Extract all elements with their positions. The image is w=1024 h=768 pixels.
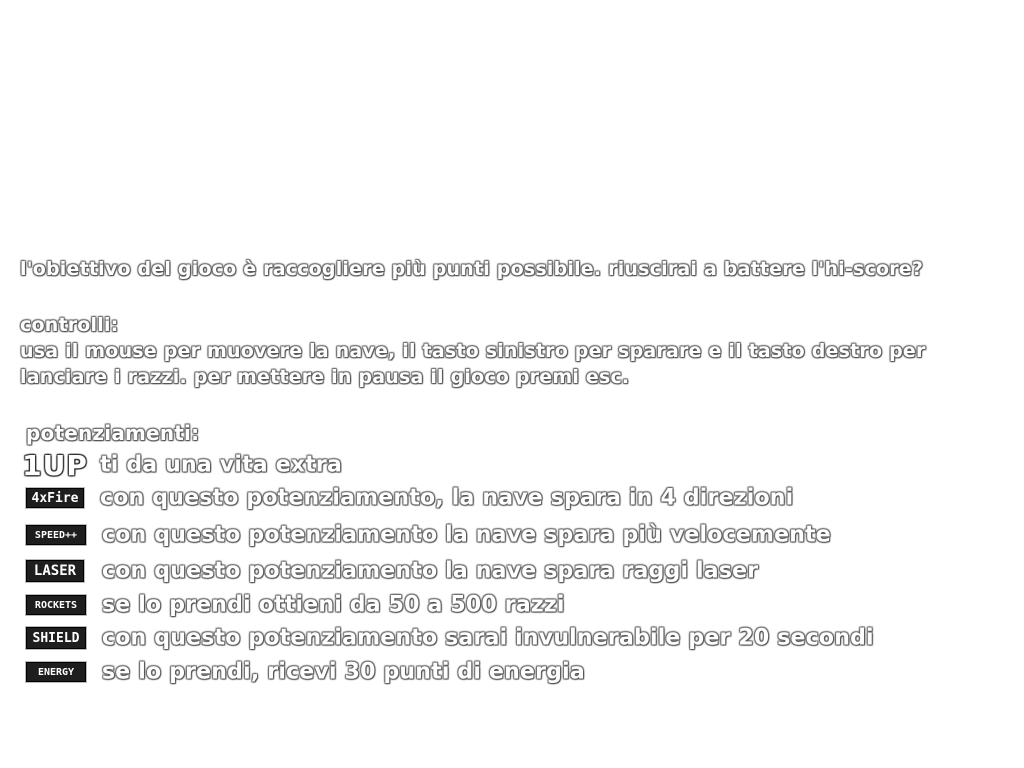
laser-icon: LASER (26, 560, 84, 582)
controls-heading: controlli: (20, 314, 119, 336)
powerup-description: con questo potenziamento sarai invulnerabile per 20 secondi (102, 625, 874, 651)
powerup-row-energy (26, 657, 1006, 687)
powerup-row-rockets (26, 590, 1006, 620)
powerup-description: ti da una vita extra (100, 452, 343, 478)
powerup-row-shield (26, 623, 1006, 653)
powerup-row-1up (22, 448, 1006, 482)
controls-text-line-1: usa il mouse per muovere la nave, il tasto sinistro per sparare e il tasto destro per (20, 340, 926, 362)
controls-text-line-2: lanciare i razzi. per mettere in pausa il gioco premi esc. (20, 366, 630, 388)
powerup-row-4xfire (26, 483, 1006, 513)
powerup-description: con questo potenziamento la nave spara più velocemente (102, 522, 831, 548)
four-x-fire-icon: 4xFire (26, 488, 84, 508)
shield-icon: SHIELD (26, 627, 86, 649)
objective-text: l'obiettivo del gioco è raccogliere più punti possibile. riuscirai a battere l'hi-score? (20, 258, 924, 280)
speed-icon: SPEED++ (26, 525, 86, 545)
powerup-description: se lo prendi ottieni da 50 a 500 razzi (102, 592, 565, 618)
energy-icon: ENERGY (26, 662, 86, 682)
rockets-icon: ROCKETS (26, 595, 86, 615)
powerup-description: se lo prendi, ricevi 30 punti di energia (102, 659, 585, 685)
powerup-description: con questo potenziamento, la nave spara in 4 direzioni (100, 485, 794, 511)
powerup-row-speed (26, 520, 1006, 550)
one-up-icon: 1UP (22, 448, 88, 482)
powerup-description: con questo potenziamento la nave spara raggi laser (102, 558, 759, 584)
powerup-row-laser (26, 556, 1006, 586)
powerups-heading: potenziamenti: (26, 421, 200, 445)
